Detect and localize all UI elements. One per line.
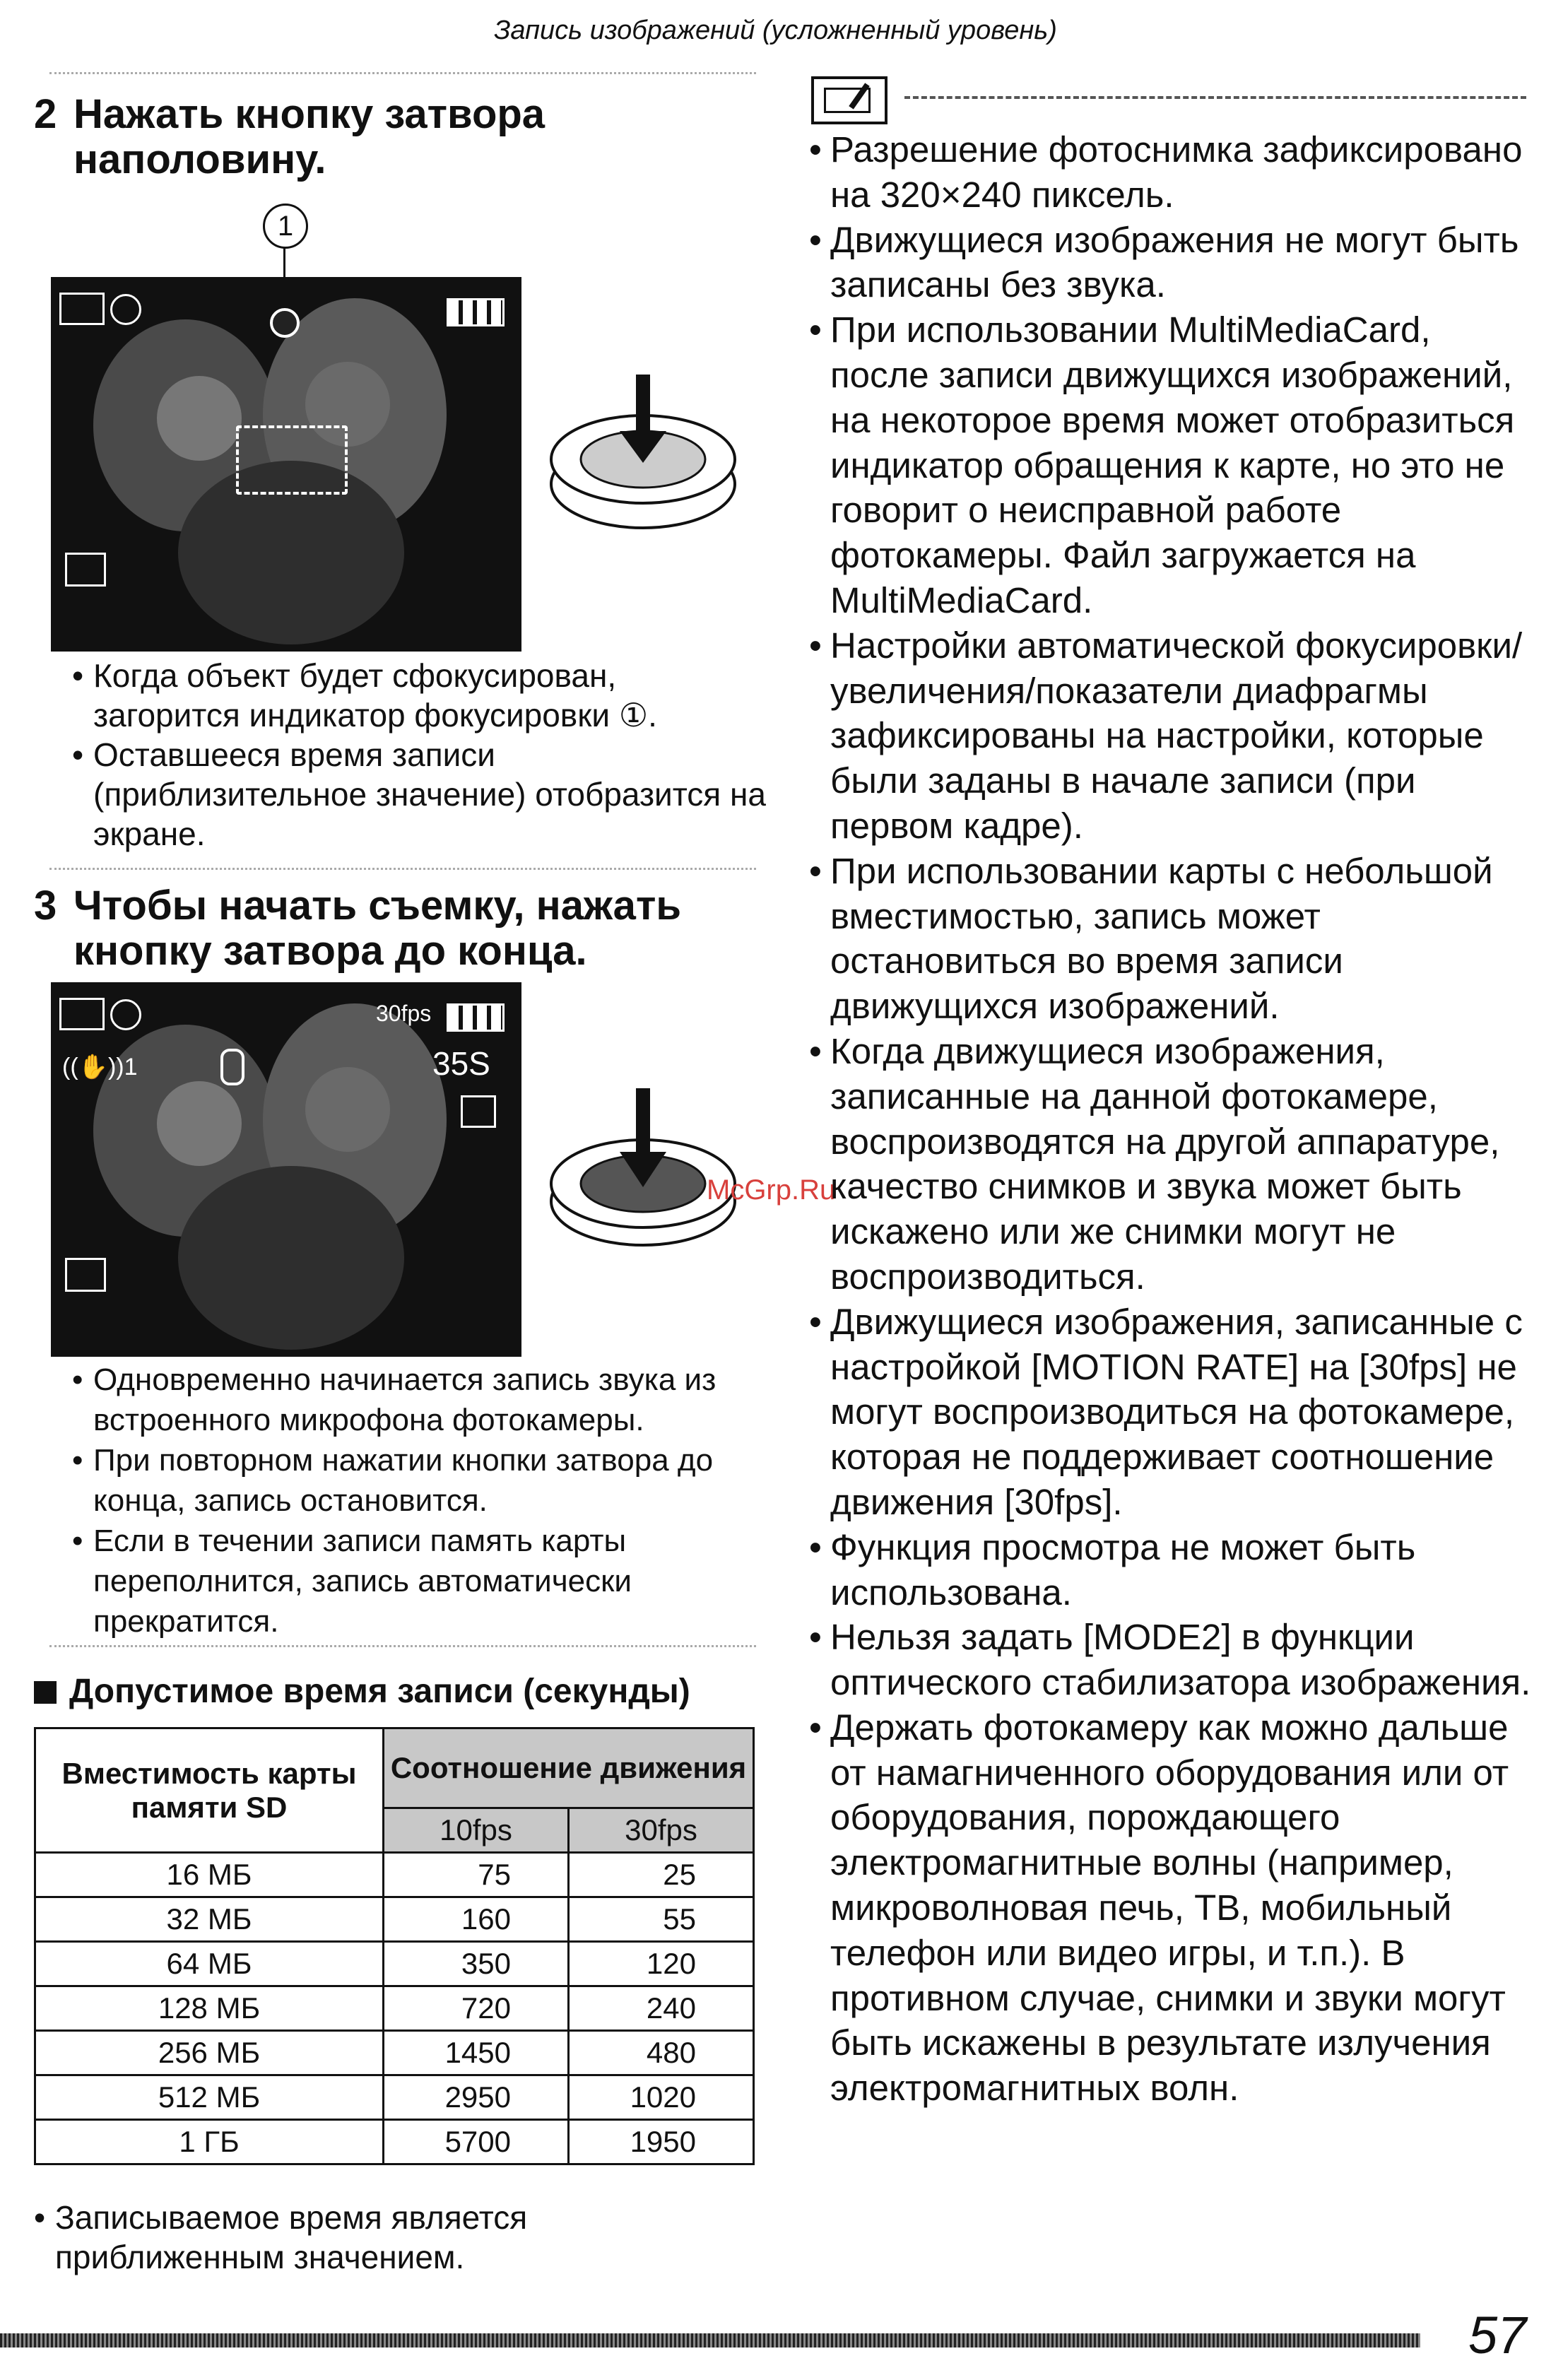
af-mode-icon: [65, 553, 106, 587]
microphone-icon: [220, 1049, 244, 1085]
callout-number: 1: [277, 211, 294, 242]
table-row: [35, 2120, 754, 2164]
col-header-capacity: Вместимость карты памяти SD: [35, 1728, 384, 1853]
list-item: • При использовании MultiMediaCard, после записи движущихся изображений, на некоторое время может отобразиться индикатор обращения к карте, но это не говорит о неисправной работе фотокамеры. Файл загружается на MultiMediaCard.: [830, 307, 1537, 623]
table-cell: 120: [569, 1942, 754, 1986]
card-access-icon: [461, 1095, 496, 1128]
table-cell: 1020: [569, 2075, 754, 2120]
motion-picture-icon: [59, 998, 105, 1030]
camera-screen-1: [51, 277, 521, 652]
table-title: [34, 1672, 690, 1711]
table-cell: 240: [569, 1986, 754, 2031]
table-row: [35, 1897, 754, 1942]
step-2-notes: [93, 656, 772, 854]
list-item: • Движущиеся изображения, записанные с настройкой [MOTION RATE] на [30fps] не могут воспроизводиться на фотокамере, которая не поддерживает соотношение движения [30fps].: [830, 1300, 1537, 1525]
list-item: • Держать фотокамеру как можно дальше от намагниченного оборудования или от оборудования, порождающего электромагнитные волны (например, микроволновая печь, ТВ, мобильный телефон или видео игры, и т.п.). В противном случае, снимки и звуки могут быть искажены в результате излучения электромагнитных волн.: [830, 1705, 1537, 2111]
step-title: Чтобы начать съемку, нажать кнопку затвора до конца.: [73, 883, 682, 974]
divider: [49, 1645, 756, 1647]
list-item: • Оставшееся время записи (приблизительное значение) отобразится на экране.: [93, 735, 772, 854]
list-item: • Функция просмотра не может быть использована.: [830, 1525, 1537, 1615]
battery-icon: [447, 1003, 505, 1032]
table-note: [55, 2198, 691, 2277]
stabilizer-indicator: [62, 1053, 138, 1081]
table-cell: 64 МБ: [35, 1942, 384, 1986]
frame-rate-label: 30fps: [376, 1001, 432, 1026]
step-title: Нажать кнопку затвора наполовину.: [73, 91, 545, 182]
table-row: [35, 1986, 754, 2031]
table-cell: 1 ГБ: [35, 2120, 384, 2164]
list-item: • При повторном нажатии кнопки затвора до конца, запись остановится.: [93, 1440, 772, 1521]
step-3-heading: [34, 883, 755, 974]
stabilizer-icon: ((✋)): [62, 1054, 124, 1080]
step-number: 3: [34, 883, 57, 929]
note-divider: [904, 96, 1526, 99]
table-cell: 160: [384, 1897, 569, 1942]
col-header-30fps: 30fps: [569, 1808, 754, 1853]
list-item: • Настройки автоматической фокусировки/увеличения/показатели диафрагмы зафиксированы на настройки, которые были заданы в начале записи (при первом кадре).: [830, 623, 1537, 849]
step-2-heading: [34, 91, 741, 182]
table-row: [35, 2031, 754, 2075]
recording-time-table: [34, 1727, 755, 2165]
motion-picture-icon: [59, 293, 105, 325]
table-cell: 5700: [384, 2120, 569, 2164]
divider: [49, 868, 756, 870]
table-cell: 1450: [384, 2031, 569, 2075]
table-cell: 25: [569, 1853, 754, 1897]
list-item: • При использовании карты с небольшой вместимостью, запись может остановиться во время записи движущихся изображений.: [830, 849, 1537, 1029]
table-row: [35, 1942, 754, 1986]
section-square-icon: [34, 1681, 57, 1704]
callout-marker: [263, 204, 308, 249]
note-memo-icon: [811, 76, 887, 124]
col-header-10fps: 10fps: [384, 1808, 569, 1853]
stabilizer-mode: 1: [124, 1054, 138, 1080]
remaining-time: 35S: [432, 1045, 490, 1082]
table-cell: 350: [384, 1942, 569, 1986]
list-item: • Одновременно начинается запись звука из встроенного микрофона фотокамеры.: [93, 1360, 772, 1440]
table-cell: 55: [569, 1897, 754, 1942]
af-mode-icon: [65, 1258, 106, 1292]
table-cell: 32 МБ: [35, 1897, 384, 1942]
footer-bar: [0, 2333, 1420, 2347]
list-item: • Записываемое время является приближенным значением.: [55, 2198, 691, 2277]
battery-icon: [447, 298, 505, 326]
focus-indicator-icon: [270, 308, 300, 338]
list-item: • Когда объект будет сфокусирован, загорится индикатор фокусировки ①.: [93, 656, 772, 735]
table-title-text: Допустимое время записи (секунды): [69, 1673, 690, 1710]
step-number: 2: [34, 91, 57, 137]
af-frame: [236, 425, 348, 495]
table-cell: 1950: [569, 2120, 754, 2164]
table-row: [35, 1853, 754, 1897]
list-item: • Когда движущиеся изображения, записанные на данной фотокамере, воспроизводятся на другой аппаратуре, качество снимков и звука может быть искажено или же снимки могут не воспроизводиться.: [830, 1029, 1537, 1300]
table-cell: 2950: [384, 2075, 569, 2120]
flash-off-icon: [110, 999, 141, 1030]
camera-screen-2: [51, 982, 521, 1357]
list-item: • Движущиеся изображения не могут быть записаны без звука.: [830, 218, 1537, 308]
table-cell: 256 МБ: [35, 2031, 384, 2075]
step-3-notes: [93, 1360, 772, 1642]
list-item: • Нельзя задать [MODE2] в функции оптического стабилизатора изображения.: [830, 1615, 1537, 1705]
table-cell: 128 МБ: [35, 1986, 384, 2031]
flash-off-icon: [110, 294, 141, 325]
page-header: Запись изображений (усложненный уровень): [494, 16, 1057, 45]
list-item: • Если в течении записи память карты переполнится, запись автоматически прекратится.: [93, 1521, 772, 1642]
shutter-half-press-illustration: [541, 375, 745, 537]
notes-list: [830, 127, 1537, 2111]
table-cell: 75: [384, 1853, 569, 1897]
divider: [49, 72, 756, 74]
table-cell: 16 МБ: [35, 1853, 384, 1897]
table-row: [35, 2075, 754, 2120]
table-cell: 512 МБ: [35, 2075, 384, 2120]
page-number: 57: [1468, 2306, 1527, 2364]
col-header-ratio: Соотношение движения: [384, 1728, 754, 1808]
watermark: McGrp.Ru: [707, 1174, 836, 1206]
table-cell: 480: [569, 2031, 754, 2075]
shutter-full-press-illustration: [541, 1088, 745, 1251]
list-item: • Разрешение фотоснимка зафиксировано на 320×240 пиксель.: [830, 127, 1537, 218]
table-cell: 720: [384, 1986, 569, 2031]
